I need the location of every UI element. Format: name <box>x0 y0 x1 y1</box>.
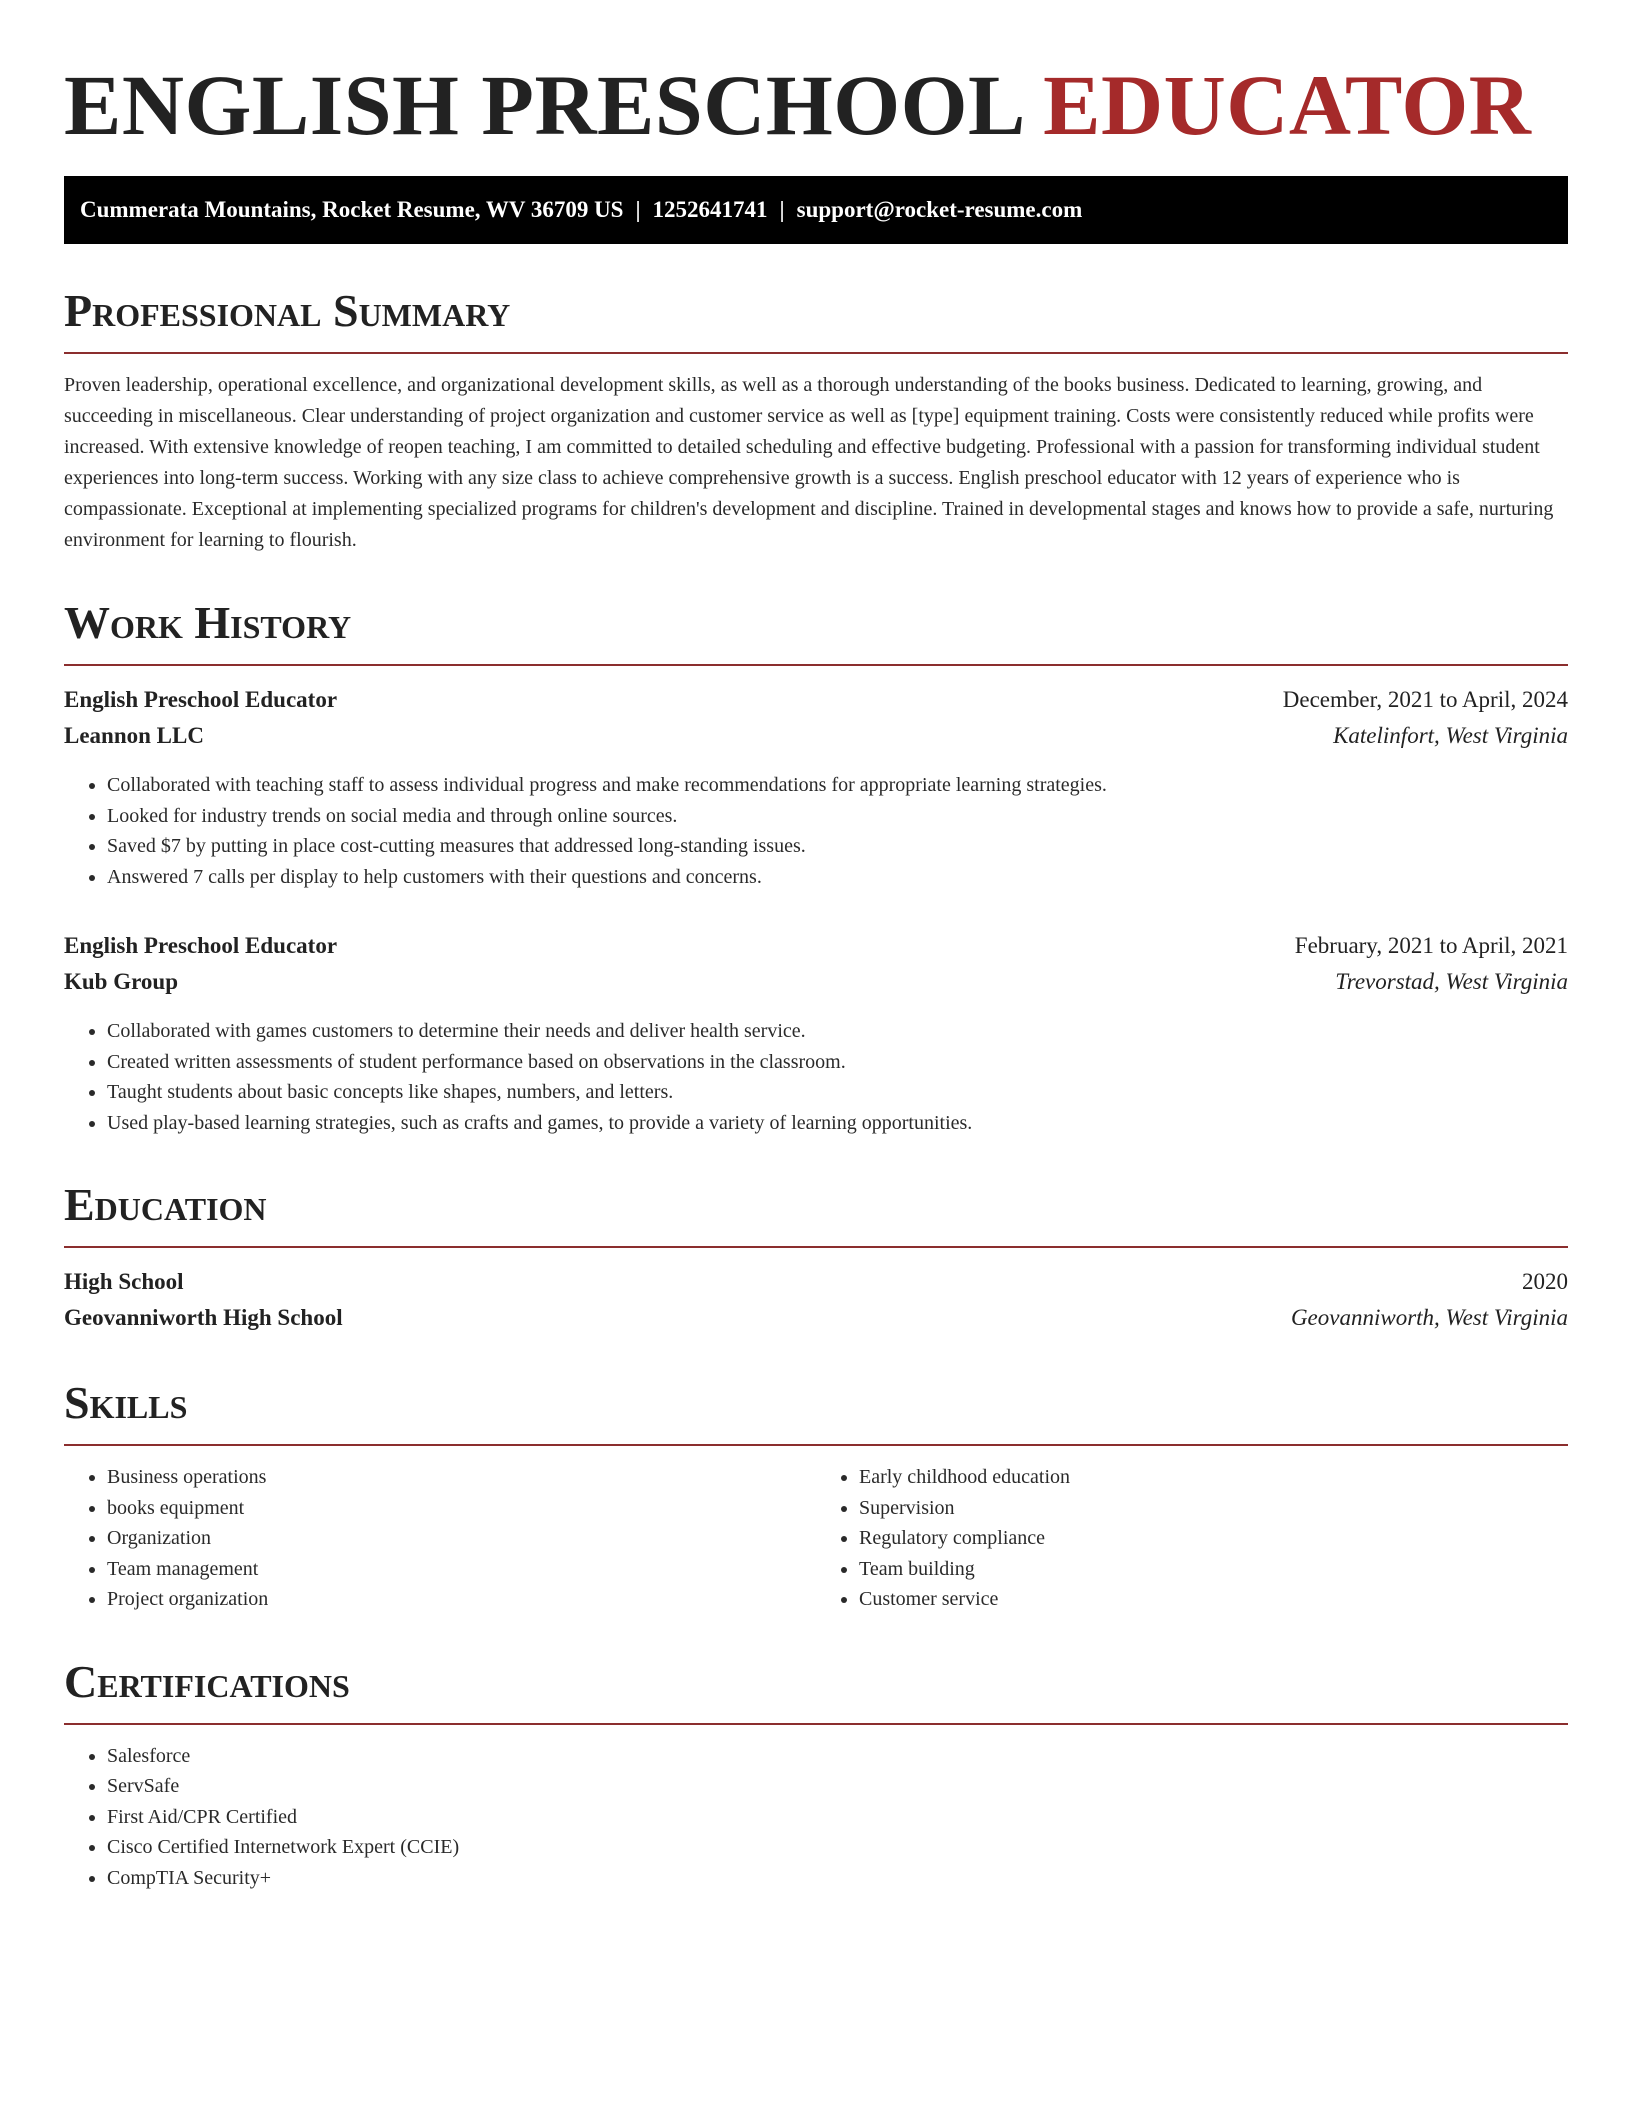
contact-separator: | <box>779 197 785 222</box>
skills-section <box>64 1376 1568 1615</box>
skill-item: • books equipment <box>107 1493 816 1524</box>
section-divider <box>64 664 1568 666</box>
name-accent: EDUCATOR <box>1043 57 1532 153</box>
skill-item: • Team management <box>107 1554 816 1585</box>
job-dates: December, 2021 to April, 2024 <box>1282 687 1568 712</box>
education-school: Geovanniworth High School <box>64 1305 343 1330</box>
job-role: English Preschool Educator <box>64 933 338 958</box>
job-bullet: • Answered 7 calls per display to help customers with their questions and concerns. <box>107 862 1568 893</box>
job-location: Trevorstad, West Virginia <box>1335 969 1568 994</box>
skills-list-right <box>816 1462 1568 1615</box>
certification-item: • First Aid/CPR Certified <box>107 1802 1568 1833</box>
job-dates: February, 2021 to April, 2021 <box>1294 933 1568 958</box>
job-bullet: • Taught students about basic concepts like shapes, numbers, and letters. <box>107 1077 1568 1108</box>
skills-grid <box>64 1462 1568 1615</box>
section-title: Education <box>64 1179 267 1230</box>
section-divider <box>64 352 1568 354</box>
job-entry <box>64 928 1568 1138</box>
education-year: 2020 <box>1522 1269 1568 1294</box>
job-entry <box>64 682 1568 892</box>
job-bullets <box>64 770 1568 892</box>
certifications-list <box>64 1741 1568 1894</box>
certification-item: • Cisco Certified Internetwork Expert (CCIE) <box>107 1832 1568 1863</box>
work-history-section <box>64 596 1568 1138</box>
contact-email[interactable]: support@rocket-resume.com <box>796 197 1083 222</box>
job-company-row <box>64 964 1568 1000</box>
contact-address: Cummerata Mountains, Rocket Resume, WV 36709 US <box>80 197 624 222</box>
skill-item: • Team building <box>859 1554 1568 1585</box>
job-company-row <box>64 718 1568 754</box>
certification-item: • CompTIA Security+ <box>107 1863 1568 1894</box>
skill-item: • Regulatory compliance <box>859 1523 1568 1554</box>
summary-text: Proven leadership, operational excellence, and organizational development skills, as well as a thorough understanding of the books business. Dedicated to learning, growing, and succeeding in miscellaneous. Clear understanding of project organization and customer service as well as [type] equipment training. Costs were consistently reduced while profits were increased. With extensive knowledge of reopen teaching, I am committed to detailed scheduling and effective budgeting. Professional with a passion for transforming individual student experiences into long-term success. Working with any size class to achieve comprehensive growth is a success. English preschool educator with 12 years of experience who is compassionate. Exceptional at implementing specialized programs for children's development and discipline. Trained in developmental stages and knows how to provide a safe, nurturing environment for learning to flourish. <box>64 374 1554 551</box>
contact-bar <box>64 176 1568 244</box>
job-bullet: • Saved $7 by putting in place cost-cutting measures that addressed long-standing issues. <box>107 831 1568 862</box>
job-bullet: • Created written assessments of student performance based on observations in the classroom. <box>107 1047 1568 1078</box>
job-bullet: • Used play-based learning strategies, such as crafts and games, to provide a variety of learning opportunities. <box>107 1108 1568 1139</box>
job-bullet: • Collaborated with teaching staff to assess individual progress and make recommendations for appropriate learning strategies. <box>107 770 1568 801</box>
job-company: Leannon LLC <box>64 723 204 748</box>
contact-phone[interactable]: 1252641741 <box>652 197 768 222</box>
certifications-section <box>64 1655 1568 1894</box>
job-bullet: • Collaborated with games customers to determine their needs and deliver health service. <box>107 1016 1568 1047</box>
job-bullets <box>64 1016 1568 1138</box>
contact-separator: | <box>635 197 641 222</box>
skill-item: • Business operations <box>107 1462 816 1493</box>
section-divider <box>64 1246 1568 1248</box>
certification-item: • ServSafe <box>107 1771 1568 1802</box>
education-location: Geovanniworth, West Virginia <box>1290 1305 1568 1330</box>
job-header-row <box>64 928 1568 964</box>
name-main: ENGLISH PRESCHOOL <box>64 57 1022 153</box>
section-divider <box>64 1723 1568 1725</box>
section-title: Skills <box>64 1377 188 1428</box>
section-divider <box>64 1444 1568 1446</box>
skill-item: • Supervision <box>859 1493 1568 1524</box>
skill-item: • Organization <box>107 1523 816 1554</box>
job-bullet: • Looked for industry trends on social media and through online sources. <box>107 801 1568 832</box>
job-role: English Preschool Educator <box>64 687 338 712</box>
skill-item: • Project organization <box>107 1584 816 1615</box>
section-title: Certifications <box>64 1655 350 1707</box>
skills-list-left <box>64 1462 816 1615</box>
education-header-row <box>64 1264 1568 1300</box>
education-section <box>64 1178 1568 1336</box>
education-school-row <box>64 1300 1568 1336</box>
section-title: Work History <box>64 597 352 648</box>
job-location: Katelinfort, West Virginia <box>1333 723 1568 748</box>
skill-item: • Customer service <box>859 1584 1568 1615</box>
certification-item: • Salesforce <box>107 1741 1568 1772</box>
summary-section <box>64 284 1568 556</box>
skill-item: • Early childhood education <box>859 1462 1568 1493</box>
education-entry <box>64 1264 1568 1336</box>
job-company: Kub Group <box>64 969 178 994</box>
section-title: Professional Summary <box>64 285 511 336</box>
job-header-row <box>64 682 1568 718</box>
education-degree: High School <box>64 1269 184 1294</box>
candidate-name <box>64 56 1568 154</box>
